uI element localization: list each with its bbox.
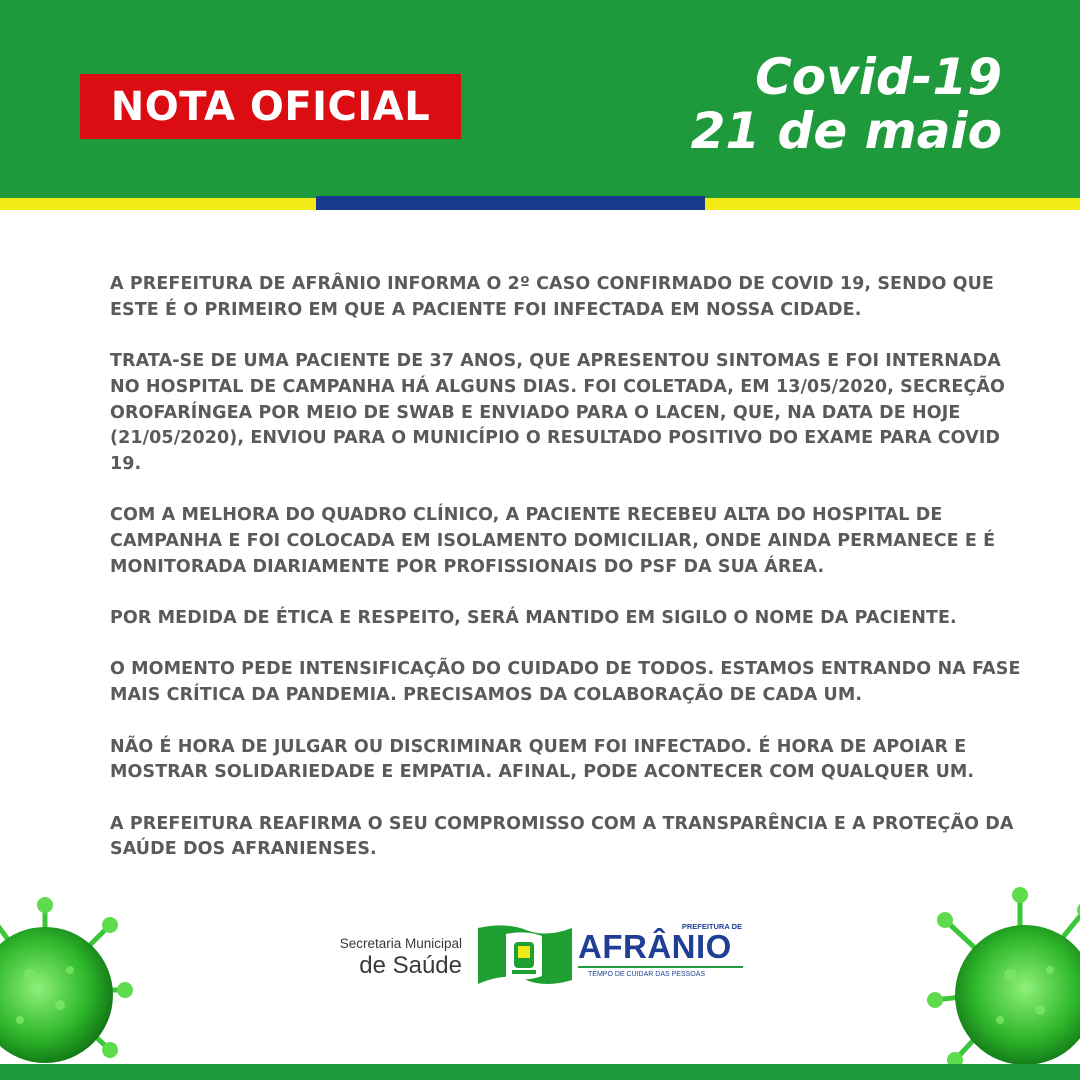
title-line-1: Covid-19 <box>755 48 1002 106</box>
yellow-stripe-right <box>705 198 1080 210</box>
badge-label: NOTA OFICIAL <box>110 83 431 130</box>
blue-stripe <box>316 196 705 210</box>
afranio-logo <box>578 922 748 982</box>
logo-tagline: TEMPO DE CUIDAR DAS PESSOAS <box>588 971 706 978</box>
secretaria-line-2: de Saúde <box>359 952 462 979</box>
virus-icon <box>925 880 1080 1070</box>
page-title <box>691 50 1002 158</box>
paragraph-3: COM A MELHORA DO QUADRO CLÍNICO, A PACIENTE RECEBEU ALTA DO HOSPITAL DE CAMPANHA E FOI COLOCADA EM ISOLAMENTO DOMICILIAR, ONDE AINDA PERMANECE E É MONITORADA DIARIAMENTE POR PROFISSIONAIS DO PSF DA SUA ÁREA. <box>110 505 996 577</box>
virus-icon <box>0 885 135 1065</box>
yellow-stripe-left <box>0 198 316 210</box>
logo-divider <box>578 966 743 968</box>
paragraph-1: A PREFEITURA DE AFRÂNIO INFORMA O 2º CASO CONFIRMADO DE COVID 19, SENDO QUE ESTE É O PRIMEIRO EM QUE A PACIENTE FOI INFECTADA EM NOSSA CIDADE. <box>110 274 994 320</box>
paragraph-6: NÃO É HORA DE JULGAR OU DISCRIMINAR QUEM FOI INFECTADO. É HORA DE APOIAR E MOSTRAR SOLIDARIEDADE E EMPATIA. AFINAL, PODE ACONTECER COM QUALQUER UM. <box>110 736 975 783</box>
paragraph-4: POR MEDIDA DE ÉTICA E RESPEITO, SERÁ MANTIDO EM SIGILO O NOME DA PACIENTE. <box>110 608 957 629</box>
paragraph-5: O MOMENTO PEDE INTENSIFICAÇÃO DO CUIDADO DE TODOS. ESTAMOS ENTRANDO NA FASE MAIS CRÍTICA DA PANDEMIA. PRECISAMOS DA COLABORAÇÃO DE CADA UM. <box>110 659 1021 706</box>
announcement-body <box>110 272 1030 863</box>
footer-bar <box>0 1064 1080 1080</box>
paragraph-7: A PREFEITURA REAFIRMA O SEU COMPROMISSO COM A TRANSPARÊNCIA E A PROTEÇÃO DA SAÚDE DOS AFRANIENSES. <box>110 813 1014 860</box>
nota-oficial-badge <box>80 74 461 139</box>
paragraph-2: TRATA-SE DE UMA PACIENTE DE 37 ANOS, QUE APRESENTOU SINTOMAS E FOI INTERNADA NO HOSPITAL DE CAMPANHA HÁ ALGUNS DIAS. FOI COLETADA, EM 13/05/2020, SECREÇÃO OROFARÍNGEA POR MEIO DE SWAB E ENVIADO PARA O LACEN, QUE, NA DATA DE HOJE (21/05/2020), ENVIOU PARA O MUNICÍPIO O RESULTADO POSITIVO DO EXAME PARA COVID 19. <box>110 351 1006 474</box>
logo-name: AFRÂNIO <box>578 928 732 965</box>
flag-icon <box>476 922 574 990</box>
secretaria-line-1: Secretaria Municipal <box>339 936 462 951</box>
title-line-2: 21 de maio <box>690 102 1002 160</box>
secretaria-logo <box>318 936 462 980</box>
logo-prefix: PREFEITURA DE <box>681 922 742 931</box>
